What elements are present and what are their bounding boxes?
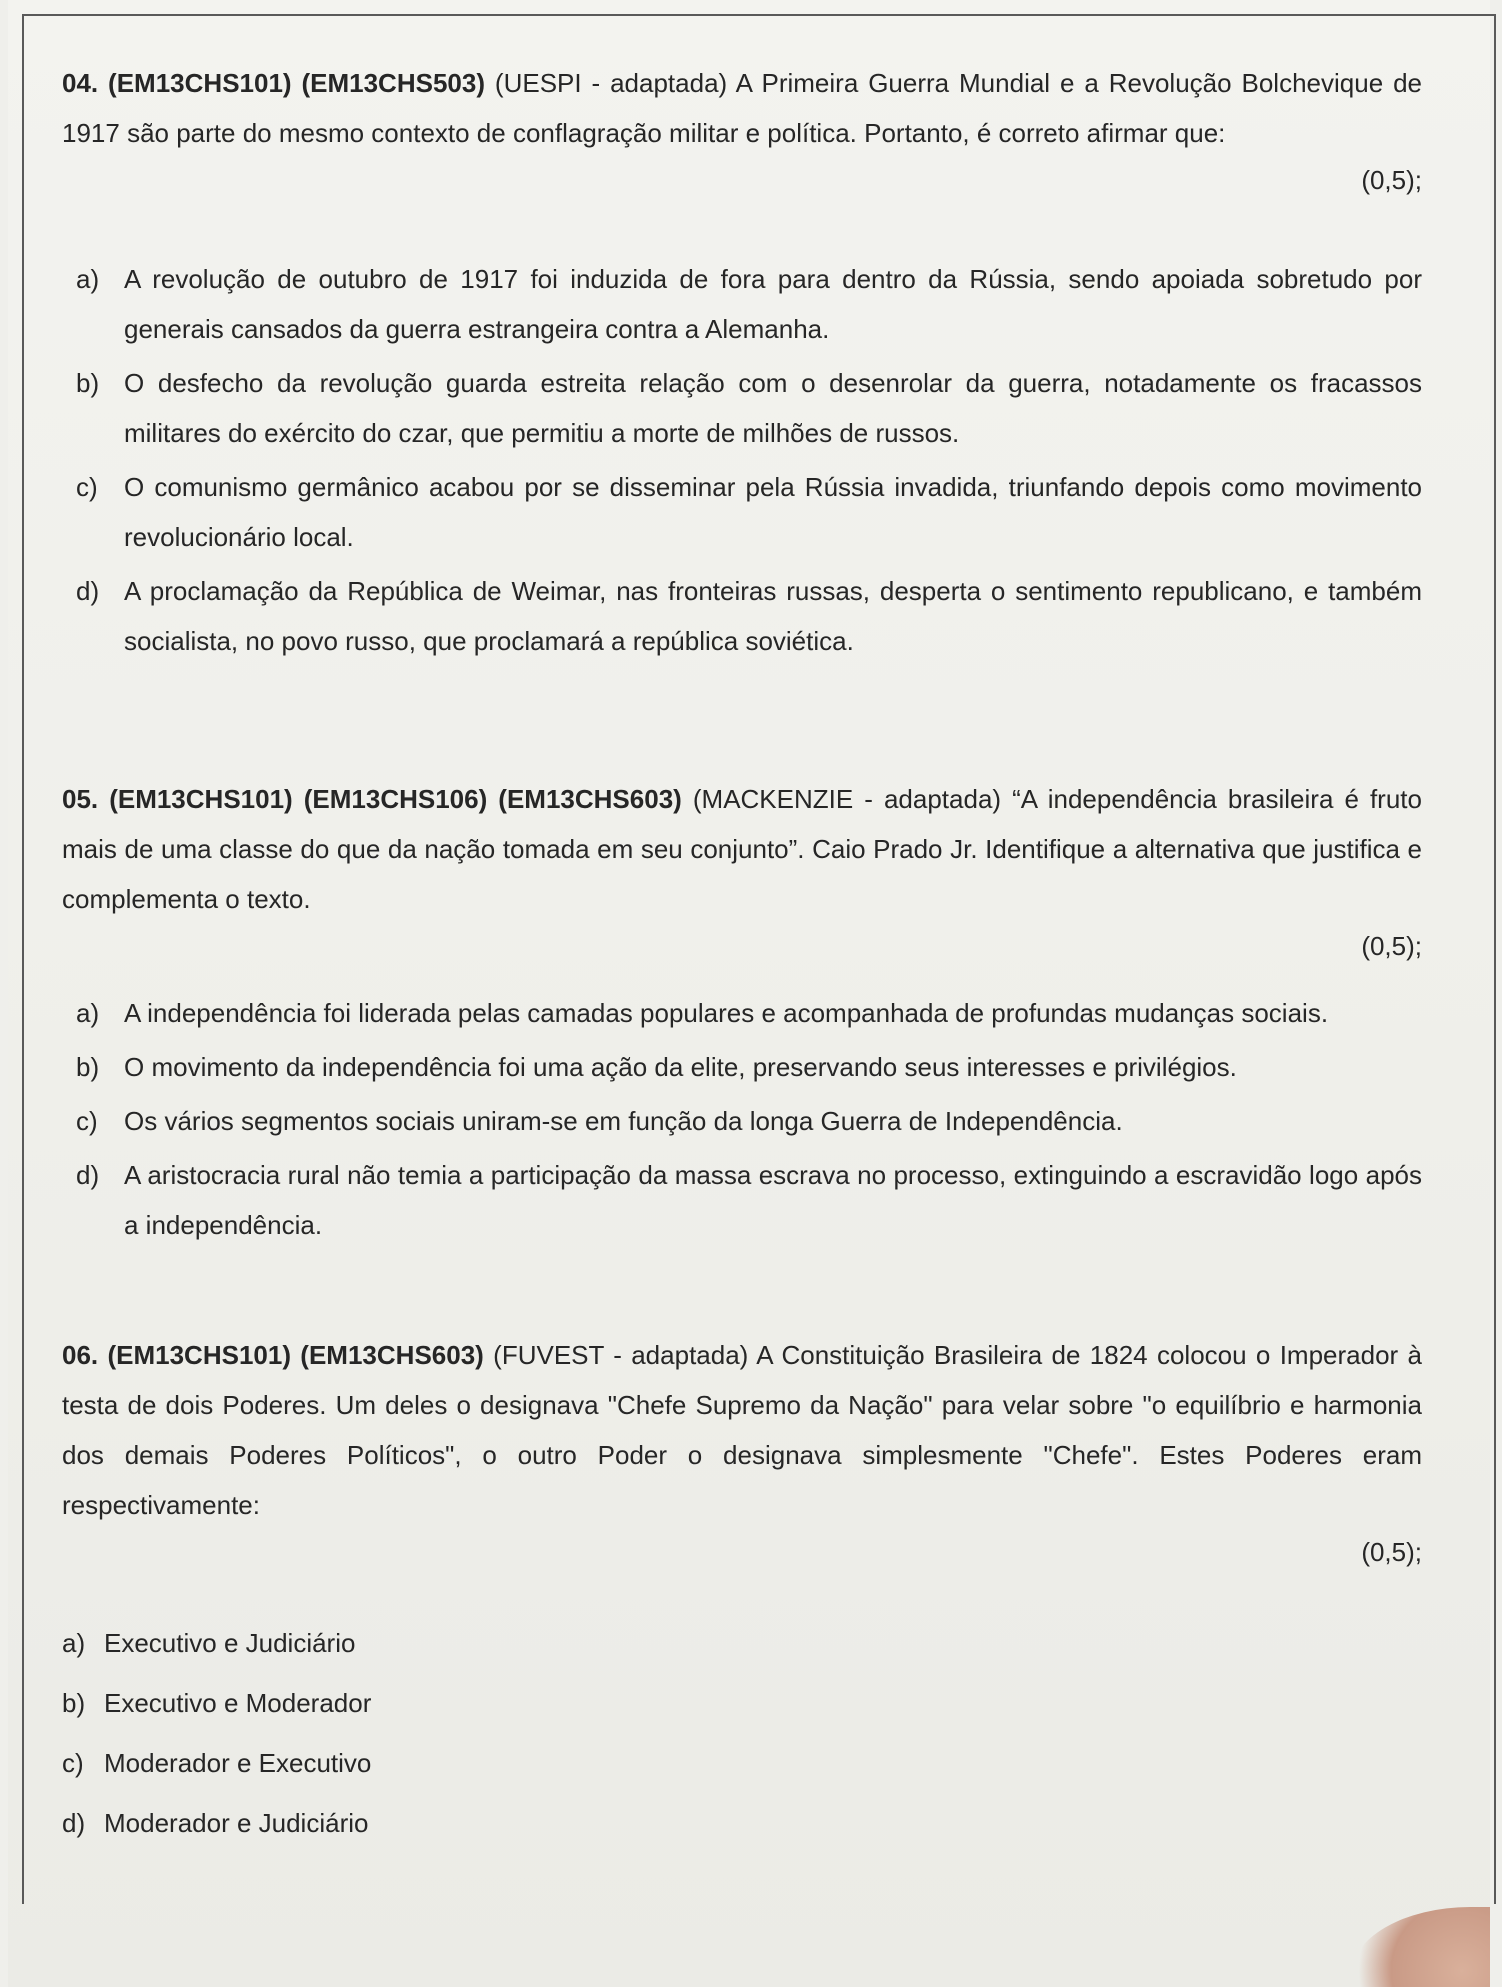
option-letter: a)	[76, 264, 100, 294]
question-04	[62, 58, 1422, 670]
option-letter: d)	[76, 576, 100, 606]
option-text: Executivo e Moderador	[104, 1688, 372, 1718]
question-06	[62, 1330, 1422, 1858]
finger-corner	[1350, 1907, 1490, 1987]
option-text: Executivo e Judiciário	[104, 1628, 356, 1658]
option-text: A independência foi liderada pelas camadas populares e acompanhada de profundas mudanças sociais.	[124, 998, 1329, 1028]
question-05-options	[62, 988, 1422, 1250]
option-text: Moderador e Judiciário	[104, 1808, 369, 1838]
question-05	[62, 774, 1422, 1254]
question-04-option-d[interactable]	[62, 566, 1422, 666]
option-text: O desfecho da revolução guarda estreita relação com o desenrolar da guerra, notadamente os fracassos militares do exército do czar, que permitiu a morte de milhões de russos.	[124, 368, 1422, 448]
question-06-option-c[interactable]	[62, 1738, 1422, 1788]
option-text: A proclamação da República de Weimar, nas fronteiras russas, desperta o sentimento republicano, e também socialista, no povo russo, que proclamará a república soviética.	[124, 576, 1422, 656]
question-06-option-b[interactable]	[62, 1678, 1422, 1728]
option-text: Moderador e Executivo	[104, 1748, 372, 1778]
question-05-option-b[interactable]	[62, 1042, 1422, 1092]
option-letter: d)	[62, 1808, 86, 1838]
question-05-score: (0,5);	[1361, 931, 1422, 961]
question-04-number: 04. (EM13CHS101) (EM13CHS503)	[62, 68, 485, 98]
option-text: O movimento da independência foi uma ação da elite, preservando seus interesses e privilégios.	[124, 1052, 1237, 1082]
option-letter: b)	[62, 1688, 86, 1718]
question-05-number: 05. (EM13CHS101) (EM13CHS106) (EM13CHS603)	[62, 784, 682, 814]
option-letter: b)	[76, 1052, 100, 1082]
exam-page	[8, 0, 1490, 1987]
question-04-option-a[interactable]	[62, 254, 1422, 354]
question-04-option-b[interactable]	[62, 358, 1422, 458]
question-06-text: (FUVEST - adaptada) A Constituição Brasileira de 1824 colocou o Imperador à testa de dois Poderes. Um deles o designava "Chefe Supremo da Nação" para velar sobre "o equilíbrio e harmonia dos demais Poderes Políticos", o outro Poder o designava simplesmente "Chefe". Estes Poderes eram respectivamente:	[62, 1340, 1422, 1520]
question-05-option-d[interactable]	[62, 1150, 1422, 1250]
question-06-options	[62, 1618, 1422, 1848]
question-04-options	[62, 254, 1422, 666]
question-05-text: (MACKENZIE - adaptada) “A independência brasileira é fruto mais de uma classe do que da nação tomada em seu conjunto”. Caio Prado Jr. Identifique a alternativa que justifica e complementa o texto.	[62, 784, 1422, 914]
question-04-score: (0,5);	[1361, 165, 1422, 195]
option-text: Os vários segmentos sociais uniram-se em função da longa Guerra de Independência.	[124, 1106, 1123, 1136]
option-letter: c)	[76, 1106, 98, 1136]
question-06-number: 06. (EM13CHS101) (EM13CHS603)	[62, 1340, 484, 1370]
question-04-statement	[62, 58, 1422, 158]
question-06-score: (0,5);	[1361, 1537, 1422, 1567]
option-letter: a)	[62, 1628, 86, 1658]
question-06-option-a[interactable]	[62, 1618, 1422, 1668]
option-text: O comunismo germânico acabou por se disseminar pela Rússia invadida, triunfando depois como movimento revolucionário local.	[124, 472, 1422, 552]
question-04-option-c[interactable]	[62, 462, 1422, 562]
option-text: A aristocracia rural não temia a participação da massa escrava no processo, extinguindo a escravidão logo após a independência.	[124, 1160, 1422, 1240]
question-04-text: (UESPI - adaptada) A Primeira Guerra Mundial e a Revolução Bolchevique de 1917 são parte do mesmo contexto de conflagração militar e política. Portanto, é correto afirmar que:	[62, 68, 1422, 148]
question-06-statement	[62, 1330, 1422, 1530]
question-05-option-c[interactable]	[62, 1096, 1422, 1146]
option-text: A revolução de outubro de 1917 foi induzida de fora para dentro da Rússia, sendo apoiada sobretudo por generais cansados da guerra estrangeira contra a Alemanha.	[124, 264, 1422, 344]
question-05-option-a[interactable]	[62, 988, 1422, 1038]
option-letter: c)	[62, 1748, 84, 1778]
option-letter: b)	[76, 368, 100, 398]
option-letter: a)	[76, 998, 100, 1028]
question-06-option-d[interactable]	[62, 1798, 1422, 1848]
question-05-statement	[62, 774, 1422, 924]
option-letter: c)	[76, 472, 98, 502]
option-letter: d)	[76, 1160, 100, 1190]
